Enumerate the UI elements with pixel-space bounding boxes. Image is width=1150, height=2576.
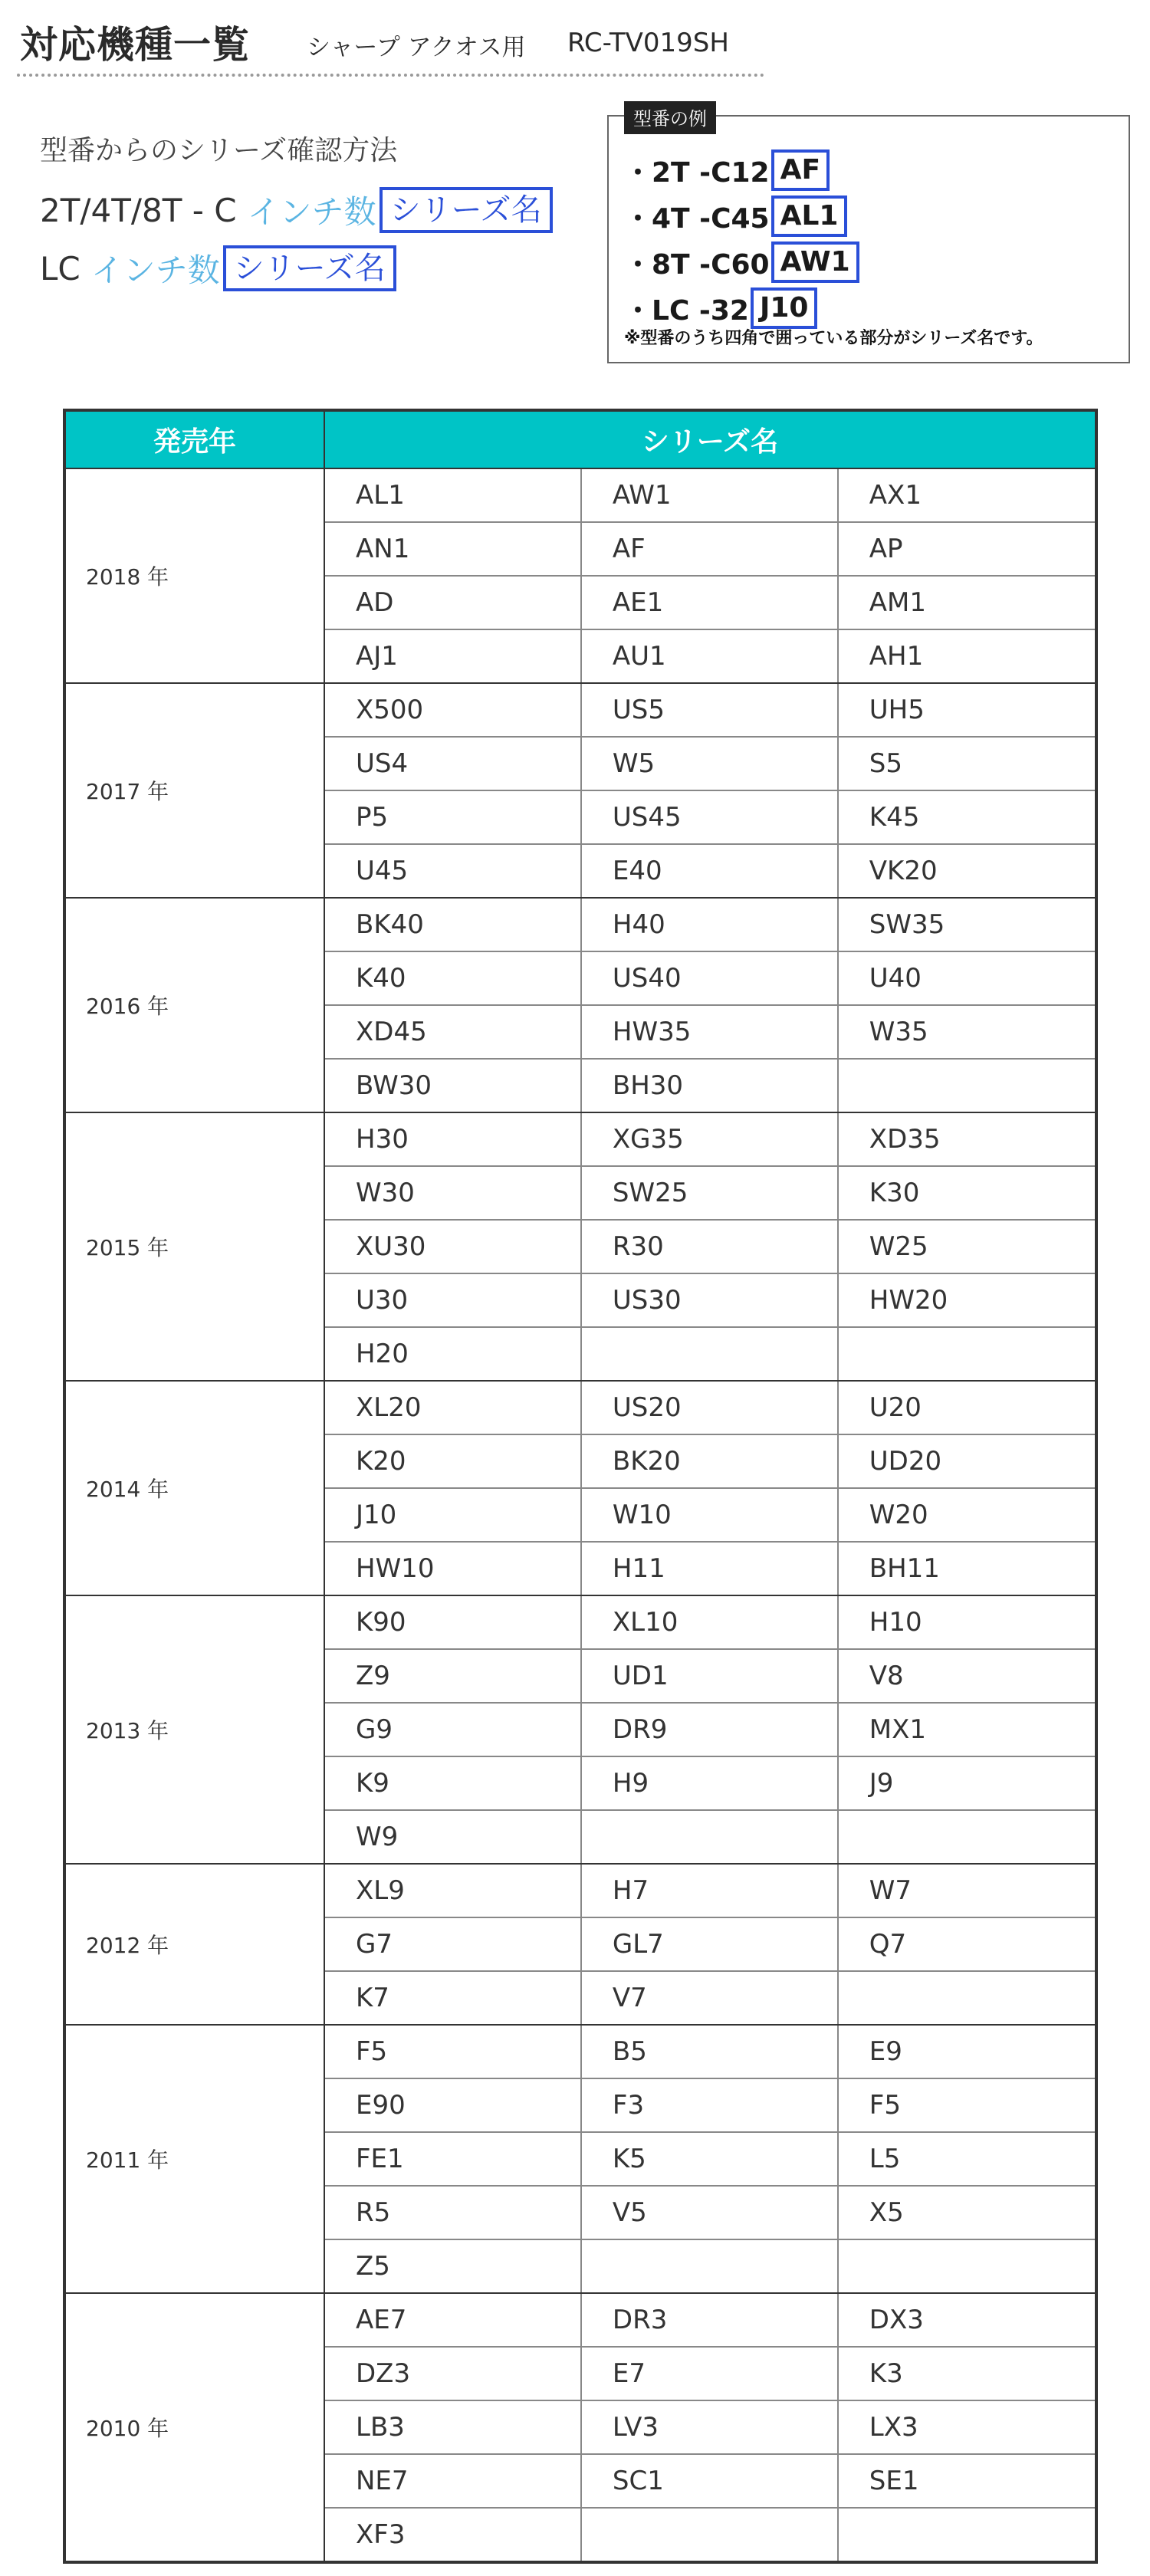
- format-inch: インチ数: [247, 193, 376, 231]
- series-cell: W10: [581, 1488, 838, 1542]
- year-cell: 2016 年: [64, 898, 324, 1112]
- series-cell: K9: [324, 1756, 581, 1810]
- series-cell: J9: [838, 1756, 1096, 1810]
- series-cell: LX3: [838, 2400, 1096, 2454]
- series-cell: W25: [838, 1220, 1096, 1273]
- series-cell: AX1: [838, 468, 1096, 522]
- series-cell: [838, 2239, 1096, 2293]
- series-cell: XF3: [324, 2508, 581, 2562]
- example-item: [624, 239, 859, 285]
- example-item: [624, 193, 859, 239]
- table-row: [64, 2025, 1096, 2078]
- series-cell: R5: [324, 2186, 581, 2239]
- series-cell: BW30: [324, 1059, 581, 1112]
- series-cell: X500: [324, 683, 581, 737]
- example-prefix: ・8T -C60: [624, 248, 770, 281]
- table-row: [64, 1595, 1096, 1649]
- example-prefix: ・LC -32: [624, 294, 749, 327]
- series-cell: MX1: [838, 1703, 1096, 1756]
- series-cell: XL20: [324, 1381, 581, 1434]
- series-cell: BH11: [838, 1542, 1096, 1595]
- series-cell: L5: [838, 2132, 1096, 2186]
- series-cell: XL10: [581, 1595, 838, 1649]
- series-cell: [581, 2239, 838, 2293]
- series-cell: W30: [324, 1166, 581, 1220]
- series-cell: W9: [324, 1810, 581, 1864]
- series-cell: [581, 2508, 838, 2562]
- series-cell: K3: [838, 2347, 1096, 2400]
- page-header: [17, 11, 764, 77]
- series-cell: Z9: [324, 1649, 581, 1703]
- series-cell: [581, 1327, 838, 1381]
- example-series-tag: J10: [751, 288, 818, 329]
- series-cell: R30: [581, 1220, 838, 1273]
- series-cell: B5: [581, 2025, 838, 2078]
- series-cell: LB3: [324, 2400, 581, 2454]
- series-cell: DR3: [581, 2293, 838, 2347]
- series-cell: DZ3: [324, 2347, 581, 2400]
- series-column-header: シリーズ名: [324, 410, 1096, 468]
- series-cell: UD20: [838, 1434, 1096, 1488]
- series-cell: K40: [324, 951, 581, 1005]
- series-cell: W5: [581, 737, 838, 790]
- series-cell: HW20: [838, 1273, 1096, 1327]
- series-cell: S5: [838, 737, 1096, 790]
- example-series-tag: AF: [771, 150, 830, 191]
- series-cell: E9: [838, 2025, 1096, 2078]
- series-cell: W7: [838, 1864, 1096, 1917]
- table-row: [64, 1112, 1096, 1166]
- series-cell: G9: [324, 1703, 581, 1756]
- series-cell: J10: [324, 1488, 581, 1542]
- series-cell: SE1: [838, 2454, 1096, 2508]
- series-cell: DR9: [581, 1703, 838, 1756]
- series-cell: K7: [324, 1971, 581, 2025]
- year-cell: 2017 年: [64, 683, 324, 898]
- series-cell: AM1: [838, 576, 1096, 629]
- series-cell: [838, 2508, 1096, 2562]
- series-cell: F5: [838, 2078, 1096, 2132]
- series-cell: BH30: [581, 1059, 838, 1112]
- year-column-header: 発売年: [64, 410, 324, 468]
- series-cell: AU1: [581, 629, 838, 683]
- series-cell: AD: [324, 576, 581, 629]
- series-cell: BK20: [581, 1434, 838, 1488]
- series-cell: H40: [581, 898, 838, 951]
- series-cell: H30: [324, 1112, 581, 1166]
- series-cell: H10: [838, 1595, 1096, 1649]
- example-series-tag: AL1: [771, 196, 848, 237]
- format-line-2: [40, 245, 396, 291]
- series-cell: [581, 1810, 838, 1864]
- method-label: 型番からのシリーズ確認方法: [40, 135, 398, 166]
- series-cell: [838, 1059, 1096, 1112]
- series-cell: HW35: [581, 1005, 838, 1059]
- series-cell: US45: [581, 790, 838, 844]
- series-cell: V5: [581, 2186, 838, 2239]
- example-item: [624, 285, 859, 331]
- series-cell: UH5: [838, 683, 1096, 737]
- series-cell: HW10: [324, 1542, 581, 1595]
- series-cell: K45: [838, 790, 1096, 844]
- series-cell: AE1: [581, 576, 838, 629]
- example-note: ※型番のうち四角で囲っている部分がシリーズ名です。: [624, 329, 1043, 348]
- page-title: 対応機種一覧: [20, 23, 251, 67]
- year-cell: 2013 年: [64, 1595, 324, 1864]
- series-cell: NE7: [324, 2454, 581, 2508]
- example-label: 型番の例: [624, 101, 716, 134]
- example-list: [624, 147, 859, 331]
- series-cell: [838, 1971, 1096, 2025]
- format-prefix: LC: [40, 249, 80, 288]
- series-cell: SW25: [581, 1166, 838, 1220]
- year-cell: 2014 年: [64, 1381, 324, 1595]
- series-cell: US30: [581, 1273, 838, 1327]
- example-item: [624, 147, 859, 193]
- series-cell: U30: [324, 1273, 581, 1327]
- series-cell: E40: [581, 844, 838, 898]
- table-row: [64, 1381, 1096, 1434]
- series-cell: XD45: [324, 1005, 581, 1059]
- series-cell: UD1: [581, 1649, 838, 1703]
- format-line-1: [40, 187, 553, 233]
- series-cell: AW1: [581, 468, 838, 522]
- series-table: [63, 409, 1098, 2564]
- series-cell: H9: [581, 1756, 838, 1810]
- series-cell: H11: [581, 1542, 838, 1595]
- series-cell: AH1: [838, 629, 1096, 683]
- series-cell: XU30: [324, 1220, 581, 1273]
- example-prefix: ・4T -C45: [624, 202, 770, 235]
- series-cell: K90: [324, 1595, 581, 1649]
- table-row: [64, 1864, 1096, 1917]
- series-cell: K20: [324, 1434, 581, 1488]
- series-cell: K5: [581, 2132, 838, 2186]
- series-cell: V8: [838, 1649, 1096, 1703]
- example-prefix: ・2T -C12: [624, 156, 770, 189]
- series-cell: P5: [324, 790, 581, 844]
- year-cell: 2012 年: [64, 1864, 324, 2025]
- series-cell: W20: [838, 1488, 1096, 1542]
- year-cell: 2015 年: [64, 1112, 324, 1381]
- series-cell: US4: [324, 737, 581, 790]
- year-cell: 2011 年: [64, 2025, 324, 2293]
- series-cell: AF: [581, 522, 838, 576]
- series-cell: V7: [581, 1971, 838, 2025]
- series-cell: AN1: [324, 522, 581, 576]
- series-cell: G7: [324, 1917, 581, 1971]
- series-cell: [838, 1327, 1096, 1381]
- series-cell: U45: [324, 844, 581, 898]
- series-cell: K30: [838, 1166, 1096, 1220]
- format-inch: インチ数: [90, 251, 220, 289]
- series-cell: [838, 1810, 1096, 1864]
- series-cell: LV3: [581, 2400, 838, 2454]
- table-row: [64, 2293, 1096, 2347]
- year-cell: 2018 年: [64, 468, 324, 683]
- series-cell: US40: [581, 951, 838, 1005]
- series-cell: GL7: [581, 1917, 838, 1971]
- series-cell: H20: [324, 1327, 581, 1381]
- series-cell: Q7: [838, 1917, 1096, 1971]
- series-cell: AE7: [324, 2293, 581, 2347]
- series-cell: XG35: [581, 1112, 838, 1166]
- series-cell: FE1: [324, 2132, 581, 2186]
- example-box: [607, 108, 1130, 363]
- series-cell: W35: [838, 1005, 1096, 1059]
- series-cell: F5: [324, 2025, 581, 2078]
- year-cell: 2010 年: [64, 2293, 324, 2562]
- format-series-box: シリーズ名: [380, 187, 553, 233]
- series-cell: DX3: [838, 2293, 1096, 2347]
- table-row: [64, 683, 1096, 737]
- series-cell: AL1: [324, 468, 581, 522]
- table-row: [64, 468, 1096, 522]
- series-cell: U40: [838, 951, 1096, 1005]
- remote-model: RC-TV019SH: [567, 28, 729, 58]
- series-cell: AP: [838, 522, 1096, 576]
- series-cell: BK40: [324, 898, 581, 951]
- table-header-row: [64, 410, 1096, 468]
- series-cell: E90: [324, 2078, 581, 2132]
- series-cell: U20: [838, 1381, 1096, 1434]
- table-row: [64, 898, 1096, 951]
- example-series-tag: AW1: [771, 242, 859, 283]
- series-cell: AJ1: [324, 629, 581, 683]
- page-subtitle: シャープ アクオス用: [307, 34, 526, 61]
- format-prefix: 2T/4T/8T - C: [40, 191, 237, 229]
- series-cell: XD35: [838, 1112, 1096, 1166]
- series-cell: SW35: [838, 898, 1096, 951]
- series-cell: X5: [838, 2186, 1096, 2239]
- series-cell: XL9: [324, 1864, 581, 1917]
- series-cell: SC1: [581, 2454, 838, 2508]
- series-cell: E7: [581, 2347, 838, 2400]
- series-cell: H7: [581, 1864, 838, 1917]
- series-cell: US20: [581, 1381, 838, 1434]
- format-series-box: シリーズ名: [223, 245, 396, 291]
- series-cell: VK20: [838, 844, 1096, 898]
- series-cell: Z5: [324, 2239, 581, 2293]
- series-cell: US5: [581, 683, 838, 737]
- table-body: [64, 468, 1096, 2562]
- series-cell: F3: [581, 2078, 838, 2132]
